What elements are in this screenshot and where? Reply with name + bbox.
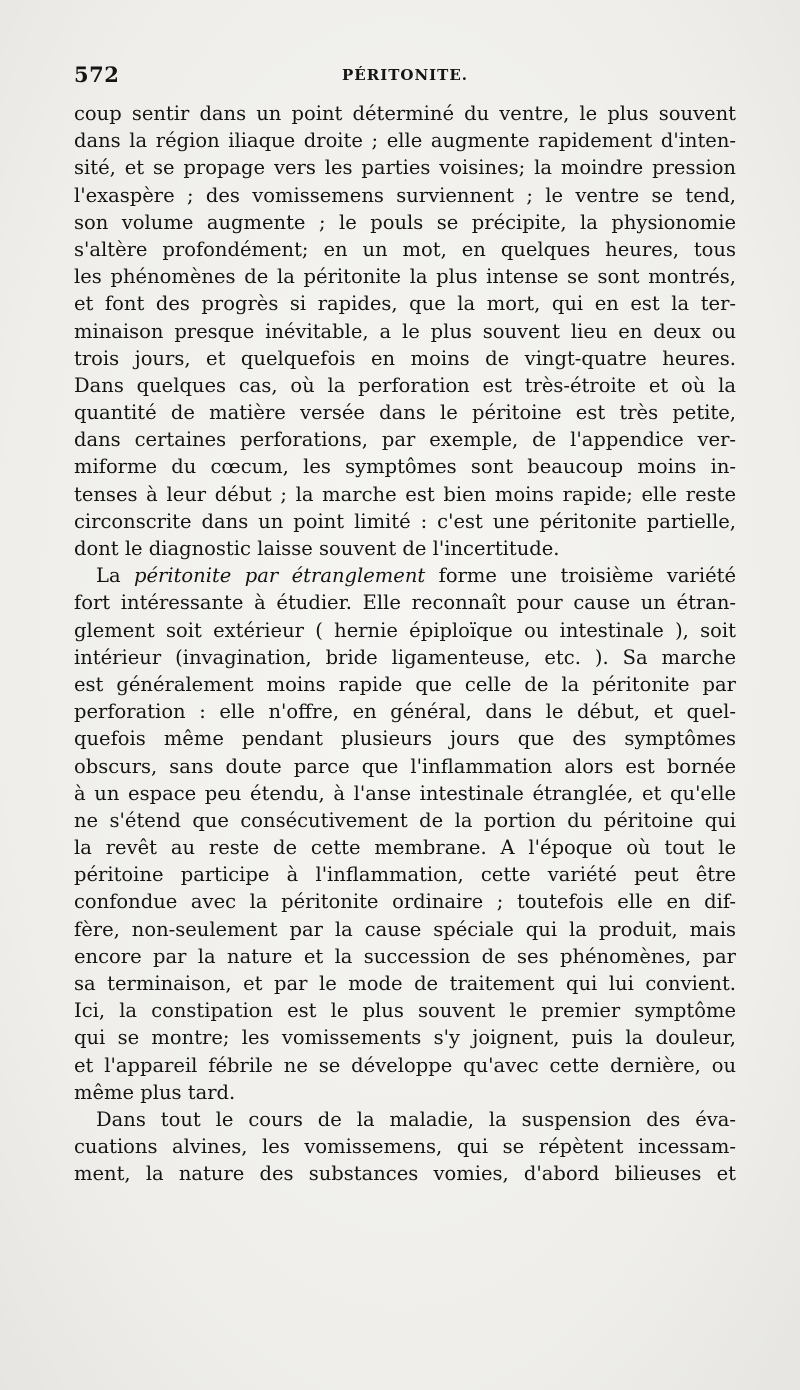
text-line	[74, 617, 736, 644]
text-segment: sité, et se propage vers les parties voisines; la moindre pression	[74, 156, 736, 180]
text-segment: Ici, la constipation est le plus souvent le premier symptôme	[74, 999, 736, 1023]
text-segment: circonscrite dans un point limité : c'est une péritonite partielle,	[74, 509, 736, 533]
text-line	[74, 698, 736, 725]
text-segment: qui se montre; les vomissements s'y joignent, puis la douleur,	[74, 1026, 736, 1050]
text-segment: et l'appareil fébrile ne se développe qu'avec cette dernière, ou	[74, 1053, 736, 1077]
text-line	[74, 1052, 736, 1079]
text-segment: minaison presque inévitable, a le plus souvent lieu en deux ou	[74, 319, 736, 343]
text-segment: dont le diagnostic laisse souvent de l'incertitude.	[74, 537, 560, 560]
text-line	[74, 997, 736, 1024]
text-line	[74, 535, 736, 562]
text-segment: quefois même pendant plusieurs jours que des symptômes	[74, 727, 736, 751]
text-line	[74, 263, 736, 290]
text-line	[74, 372, 736, 399]
text-line	[74, 753, 736, 780]
text-segment: coup sentir dans un point déterminé du ventre, le plus souvent	[74, 102, 736, 125]
text-line	[74, 943, 736, 970]
text-segment: s'altère profondément; en un mot, en quelques heures, tous	[74, 237, 736, 261]
text-line	[74, 290, 736, 317]
text-segment: encore par la nature et la succession de ses phénomènes, par	[74, 944, 736, 968]
text-segment: la revêt au reste de cette membrane. A l'époque où tout le	[74, 836, 736, 860]
text-segment: fort intéressante à étudier. Elle reconnaît pour cause un étran-	[74, 591, 736, 615]
text-line	[74, 1133, 736, 1160]
text-line	[74, 426, 736, 453]
text-line	[74, 399, 736, 426]
text-segment: intérieur (invagination, bride ligamenteuse, etc. ). Sa marche	[74, 645, 736, 669]
text-segment: même plus tard.	[74, 1080, 236, 1104]
text-segment: l'exaspère ; des vomissemens surviennent ; le ventre se tend,	[74, 183, 736, 207]
text-segment: Dans quelques cas, où la perforation est très-étroite et où la	[74, 373, 736, 397]
text-segment: glement soit extérieur ( hernie épiploïque ou intestinale ), soit	[74, 618, 736, 642]
text-line	[74, 481, 736, 508]
body-text	[74, 100, 736, 1188]
text-segment: confondue avec la péritonite ordinaire ; toutefois elle en dif-	[74, 890, 736, 914]
text-segment: son volume augmente ; le pouls se précipite, la physionomie	[74, 210, 736, 234]
text-line	[74, 970, 736, 997]
text-segment: dans certaines perforations, par exemple, de l'appendice ver-	[74, 428, 736, 452]
text-line	[74, 318, 736, 345]
italic-phrase: péritonite par étranglement	[134, 564, 426, 588]
text-line	[74, 861, 736, 888]
text-line	[74, 100, 736, 127]
text-line	[74, 453, 736, 480]
text-line	[74, 807, 736, 834]
text-segment: ne s'étend que consécutivement de la portion du péritoine qui	[74, 808, 736, 832]
text-segment: quantité de matière versée dans le péritoine est très petite,	[74, 401, 736, 425]
text-segment: forme une troisième variété	[425, 564, 736, 588]
text-line	[74, 671, 736, 698]
text-line	[74, 345, 736, 372]
text-segment: perforation : elle n'offre, en général, dans le début, et quel-	[74, 700, 736, 724]
text-segment: dans la région iliaque droite ; elle augmente rapidement d'inten-	[74, 129, 736, 153]
text-line	[74, 780, 736, 807]
text-segment: péritoine participe à l'inflammation, cette variété peut être	[74, 863, 736, 887]
text-line	[74, 834, 736, 861]
text-segment: fère, non-seulement par la cause spéciale qui la produit, mais	[74, 917, 736, 941]
text-segment: ment, la nature des substances vomies, d'abord bilieuses et	[74, 1162, 736, 1186]
text-segment: tenses à leur début ; la marche est bien moins rapide; elle reste	[74, 482, 736, 506]
text-line	[74, 589, 736, 616]
text-line	[74, 1160, 736, 1187]
text-segment: est généralement moins rapide que celle de la péritonite par	[74, 672, 736, 696]
text-segment: sa terminaison, et par le mode de traitement qui lui convient.	[74, 972, 736, 995]
running-title: PÉRITONITE.	[342, 66, 468, 84]
text-line	[74, 562, 736, 589]
text-segment: miforme du cœcum, les symptômes sont beaucoup moins in-	[74, 455, 736, 479]
text-line	[74, 888, 736, 915]
text-segment: à un espace peu étendu, à l'anse intestinale étranglée, et qu'elle	[74, 781, 736, 805]
text-line	[74, 916, 736, 943]
text-line	[74, 1106, 736, 1133]
text-segment: La	[96, 564, 135, 588]
text-segment: et font des progrès si rapides, que la mort, qui en est la ter-	[74, 292, 736, 316]
text-line	[74, 182, 736, 209]
text-line	[74, 644, 736, 671]
text-line	[74, 508, 736, 535]
text-line	[74, 725, 736, 752]
page-number: 572	[74, 62, 120, 87]
text-segment: les phénomènes de la péritonite la plus intense se sont montrés,	[74, 265, 736, 289]
text-line	[74, 127, 736, 154]
text-line	[74, 209, 736, 236]
text-line	[74, 1079, 736, 1106]
text-line	[74, 236, 736, 263]
text-segment: cuations alvines, les vomissemens, qui se répètent incessam-	[74, 1135, 736, 1159]
page-header	[74, 62, 736, 92]
text-segment: obscurs, sans doute parce que l'inflammation alors est bornée	[74, 754, 736, 778]
text-segment: Dans tout le cours de la maladie, la suspension des éva-	[96, 1107, 736, 1131]
text-line	[74, 1024, 736, 1051]
text-segment: trois jours, et quelquefois en moins de vingt-quatre heures.	[74, 346, 736, 370]
text-line	[74, 154, 736, 181]
